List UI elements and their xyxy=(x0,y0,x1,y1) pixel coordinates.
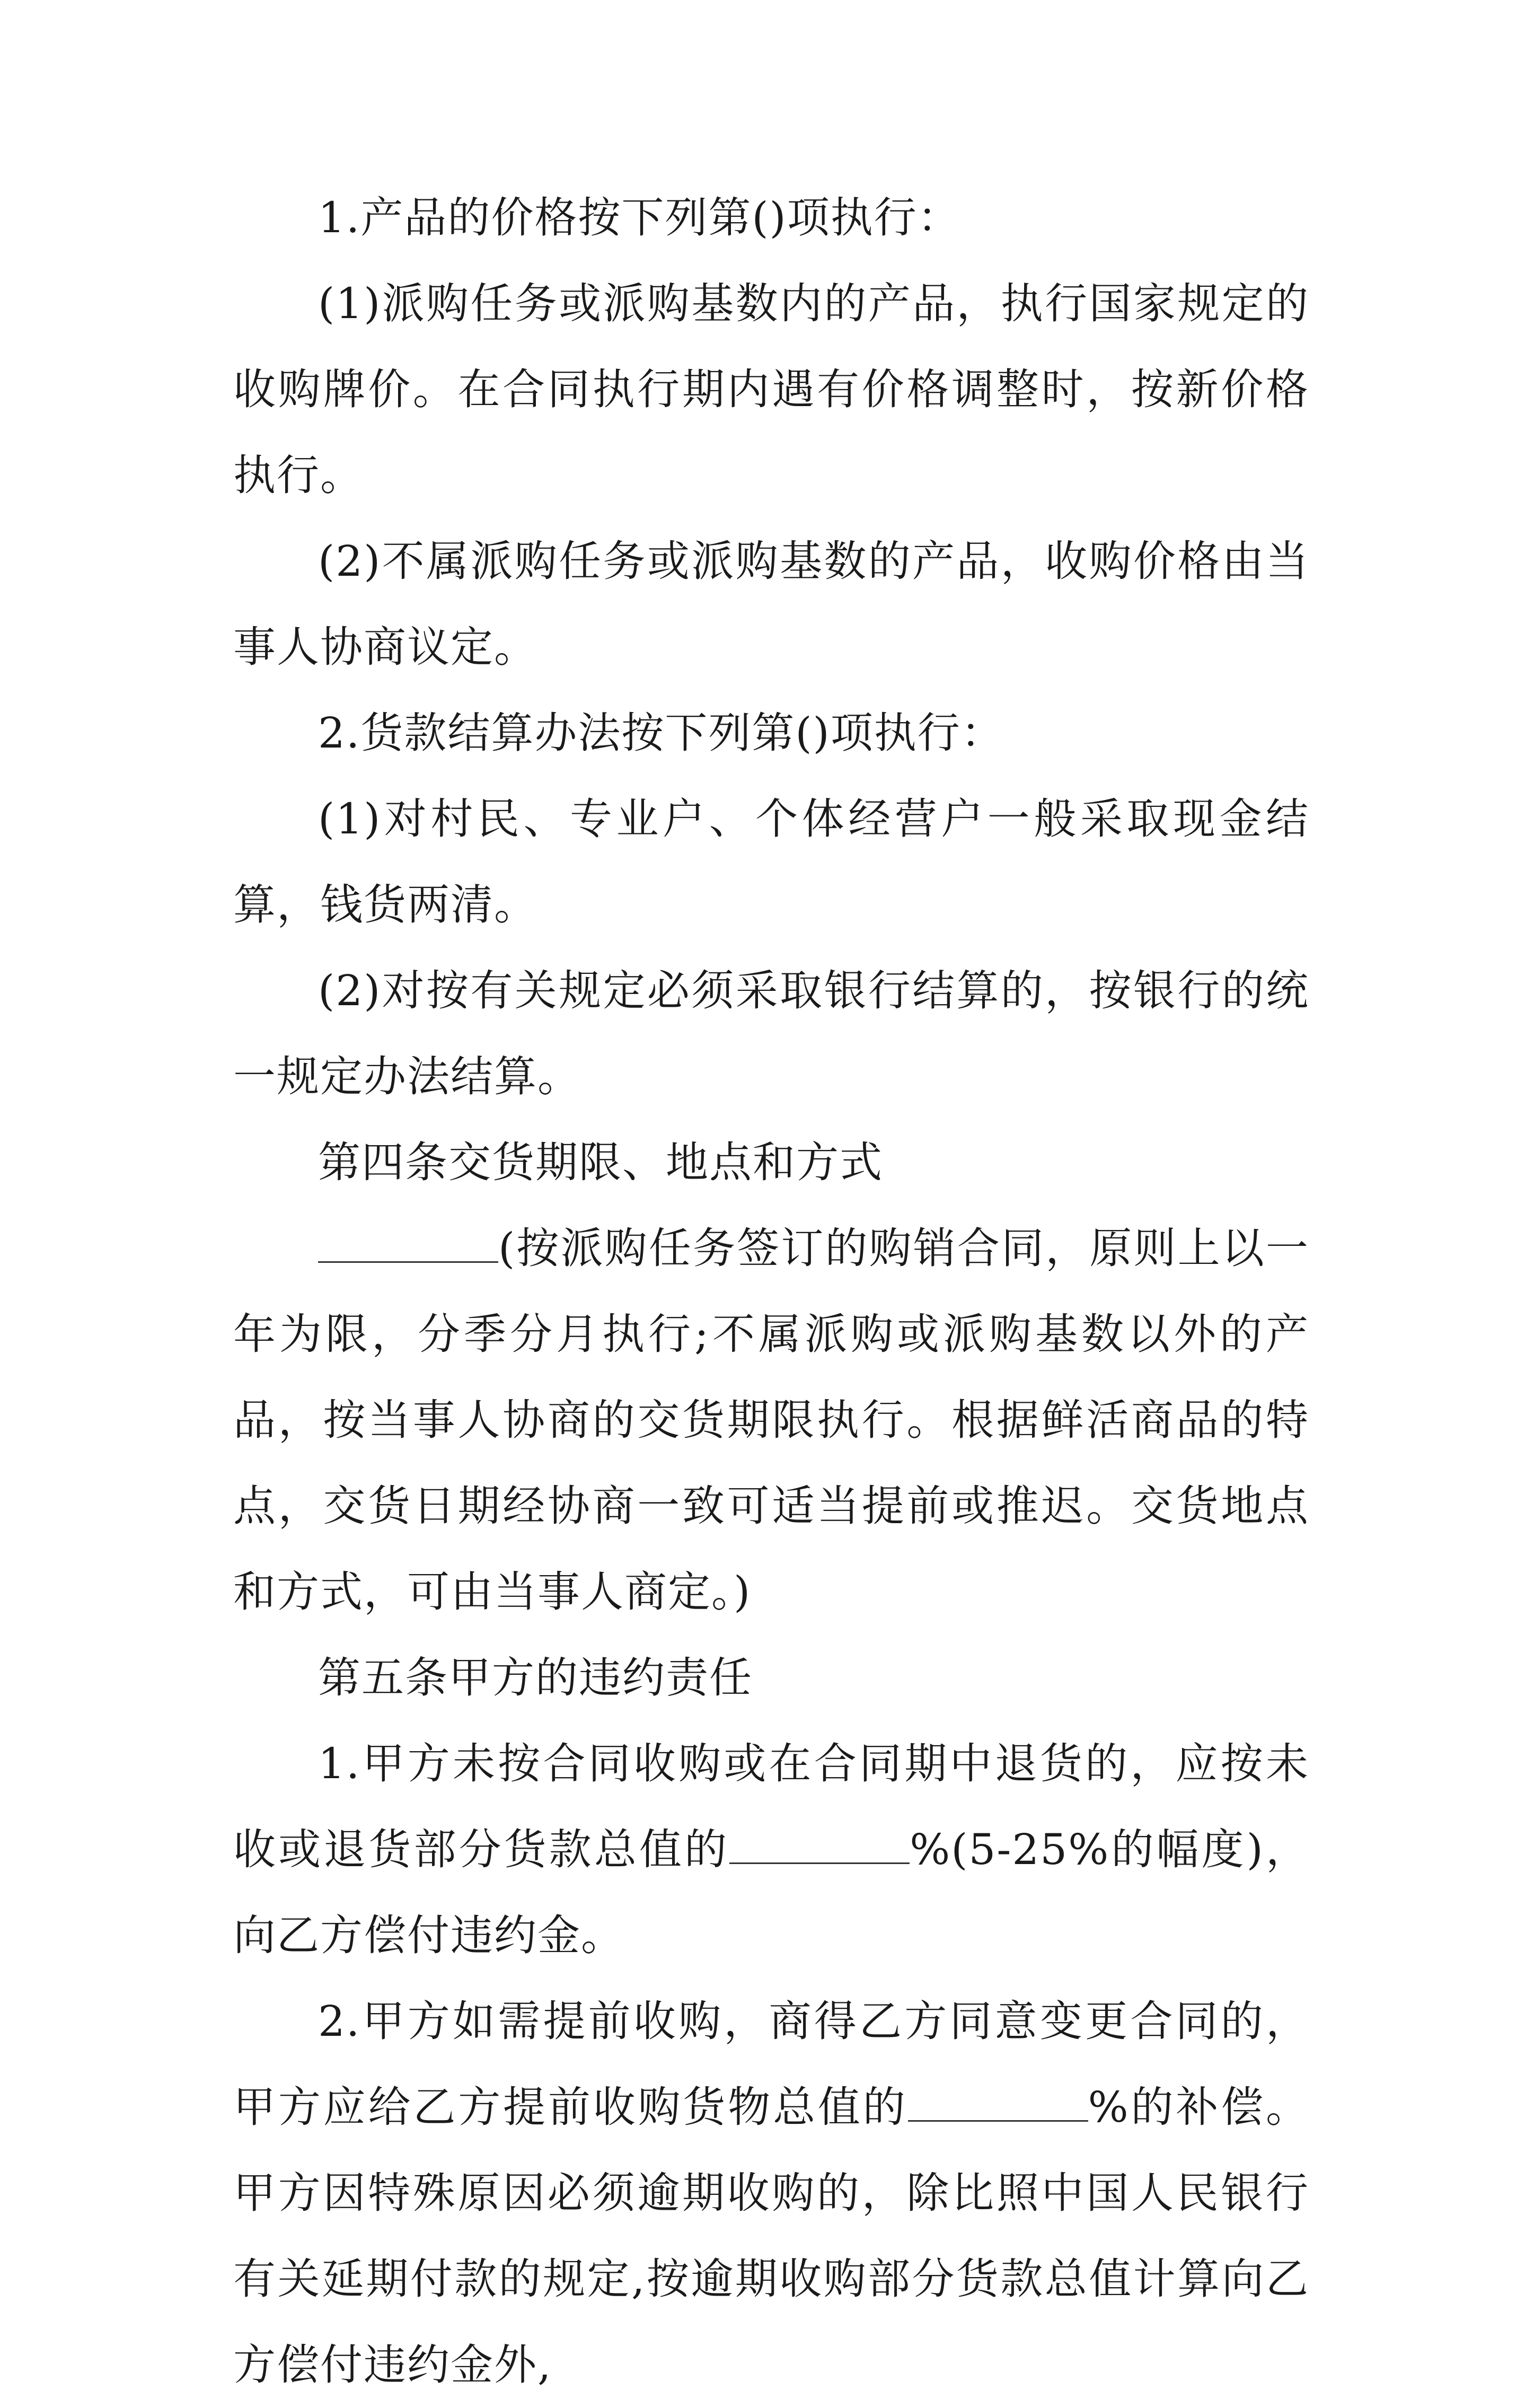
article-5-item-1 xyxy=(233,1721,1309,1979)
settlement-clause-item-1: (1)对村民、专业户、个体经营户一般采取现金结算，钱货两清。 xyxy=(233,794,1309,929)
article-5-item-1-text-a: 1.甲方未按合同收购或在合同期中退货的，应按未收或退货部分货款总值的 xyxy=(233,1739,1309,1874)
article-5-item-2 xyxy=(233,1979,1309,2408)
article-4-body xyxy=(233,1206,1309,1635)
article-5-item-2-text-b: %的补偿。甲方因特殊原因必须逾期收购的，除比照中国人民银行有关延期付款的规定,按逾期收购部分货款总值计算向乙方偿付违约金外, xyxy=(233,2082,1310,2389)
article-4-text: (按派购任务签订的购销合同，原则上以一年为限，分季分月执行;不属派购或派购基数以外的产品，按当事人协商的交货期限执行。根据鲜活商品的特点，交货日期经协商一致可适当提前或推迟。交货地点和方式，可由当事人商定。) xyxy=(233,1224,1309,1616)
article-5-item-1-text-b: %(5-25%的幅度)，向乙方偿付违约金。 xyxy=(233,1825,1309,1960)
price-clause-item-1: (1)派购任务或派购基数内的产品，执行国家规定的收购牌价。在合同执行期内遇有价格调整时，按新价格执行。 xyxy=(233,279,1309,500)
fill-blank[interactable] xyxy=(729,1830,910,1864)
fill-blank[interactable] xyxy=(318,1228,498,1263)
price-clause-title: 1.产品的价格按下列第()项执行： xyxy=(318,193,961,242)
price-clause-item-2: (2)不属派购任务或派购基数的产品，收购价格由当事人协商议定。 xyxy=(233,537,1309,672)
settlement-clause-item-2: (2)对按有关规定必须采取银行结算的，按银行的统一规定办法结算。 xyxy=(233,966,1309,1101)
article-4-heading: 第四条交货期限、地点和方式 xyxy=(318,1138,883,1187)
contract-body xyxy=(233,175,1309,2408)
settlement-clause-title: 2.货款结算办法按下列第()项执行： xyxy=(318,708,1004,758)
article-5-item-2-text-a: 2.甲方如需提前收购，商得乙方同意变更合同的，甲方应给乙方提前收购货物总值的 xyxy=(233,1997,1309,2132)
fill-blank[interactable] xyxy=(908,2087,1088,2122)
article-5-heading: 第五条甲方的违约责任 xyxy=(318,1653,753,1702)
